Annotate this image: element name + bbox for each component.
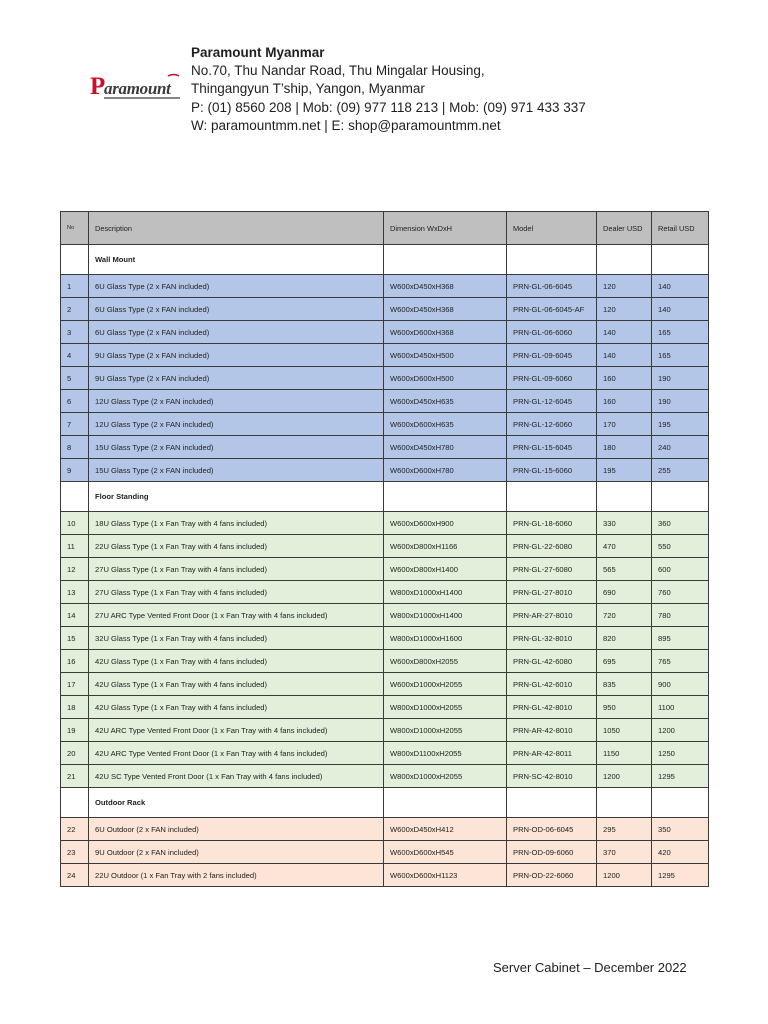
- cell-dimension: W600xD1000xH2055: [384, 673, 507, 696]
- cell-no: 2: [61, 298, 89, 321]
- cell-no: 7: [61, 413, 89, 436]
- cell-description: 12U Glass Type (2 x FAN included): [89, 390, 384, 413]
- cell-dimension: W800xD1000xH2055: [384, 696, 507, 719]
- table-row: [61, 719, 709, 742]
- cell-no: 1: [61, 275, 89, 298]
- cell-retail: 1250: [652, 742, 709, 765]
- cell-no: 22: [61, 818, 89, 841]
- web-email: W: paramountmm.net | E: shop@paramountmm.net: [191, 117, 501, 133]
- cell-dimension: W600xD800xH2055: [384, 650, 507, 673]
- cell-dealer: 470: [597, 535, 652, 558]
- cell-dealer: 1050: [597, 719, 652, 742]
- header-retail-usd: Retail USD: [652, 212, 709, 245]
- cell-dealer: 195: [597, 459, 652, 482]
- cell-no: 13: [61, 581, 89, 604]
- cell-dimension: W800xD1000xH2055: [384, 765, 507, 788]
- cell-model: PRN-AR-42-8011: [507, 742, 597, 765]
- cell-dealer: 950: [597, 696, 652, 719]
- cell-dimension: W600xD450xH635: [384, 390, 507, 413]
- cell-retail: 140: [652, 275, 709, 298]
- cell-retail: 360: [652, 512, 709, 535]
- cell-retail: 240: [652, 436, 709, 459]
- cell-description: 27U Glass Type (1 x Fan Tray with 4 fans included): [89, 558, 384, 581]
- cell-description: 9U Outdoor (2 x FAN included): [89, 841, 384, 864]
- table-row: [61, 864, 709, 887]
- cell-description: 42U Glass Type (1 x Fan Tray with 4 fans included): [89, 673, 384, 696]
- cell-dealer: 140: [597, 321, 652, 344]
- cell-dealer: 295: [597, 818, 652, 841]
- table-row: [61, 413, 709, 436]
- cell-no: 16: [61, 650, 89, 673]
- cell-model: PRN-GL-09-6060: [507, 367, 597, 390]
- section-row-outdoor-rack: [61, 788, 709, 818]
- cell-dealer: 330: [597, 512, 652, 535]
- cell-description: 9U Glass Type (2 x FAN included): [89, 367, 384, 390]
- cell-dealer: 140: [597, 344, 652, 367]
- section-title: Outdoor Rack: [89, 788, 384, 818]
- cell-no: 24: [61, 864, 89, 887]
- cell-no: 14: [61, 604, 89, 627]
- cell-description: 12U Glass Type (2 x FAN included): [89, 413, 384, 436]
- cell-model: PRN-GL-09-6045: [507, 344, 597, 367]
- cell-retail: 190: [652, 367, 709, 390]
- cell-dealer: 1200: [597, 864, 652, 887]
- table-row: [61, 298, 709, 321]
- table-row: [61, 512, 709, 535]
- cell-description: 18U Glass Type (1 x Fan Tray with 4 fans included): [89, 512, 384, 535]
- cell-dimension: W600xD800xH1166: [384, 535, 507, 558]
- cell-model: PRN-GL-15-6060: [507, 459, 597, 482]
- cell-retail: 900: [652, 673, 709, 696]
- svg-text:aramount: aramount: [104, 79, 171, 98]
- cell-model: PRN-GL-12-6060: [507, 413, 597, 436]
- cell-dimension: W600xD600xH545: [384, 841, 507, 864]
- table-row: [61, 321, 709, 344]
- header-description: Description: [89, 212, 384, 245]
- cell-dealer: 120: [597, 275, 652, 298]
- cell-retail: 1100: [652, 696, 709, 719]
- cell-dimension: W600xD450xH368: [384, 298, 507, 321]
- cell-model: PRN-SC-42-8010: [507, 765, 597, 788]
- cell-description: 42U ARC Type Vented Front Door (1 x Fan Tray with 4 fans included): [89, 719, 384, 742]
- cell-dealer: 1200: [597, 765, 652, 788]
- table-row: [61, 436, 709, 459]
- table-header-row: [61, 212, 709, 245]
- table-row: [61, 459, 709, 482]
- cell-no: 17: [61, 673, 89, 696]
- cell-description: 42U Glass Type (1 x Fan Tray with 4 fans included): [89, 696, 384, 719]
- table-row: [61, 581, 709, 604]
- cell-description: 22U Outdoor (1 x Fan Tray with 2 fans included): [89, 864, 384, 887]
- cell-retail: 420: [652, 841, 709, 864]
- cell-dealer: 720: [597, 604, 652, 627]
- table-row: [61, 390, 709, 413]
- cell-description: 32U Glass Type (1 x Fan Tray with 4 fans included): [89, 627, 384, 650]
- cell-no: 6: [61, 390, 89, 413]
- cell-no: 4: [61, 344, 89, 367]
- cell-model: PRN-AR-27-8010: [507, 604, 597, 627]
- cell-dimension: W600xD450xH780: [384, 436, 507, 459]
- document-footer: Server Cabinet – December 2022: [493, 960, 687, 975]
- cell-retail: 140: [652, 298, 709, 321]
- empty-cell: [652, 482, 709, 512]
- cell-no: 19: [61, 719, 89, 742]
- table-row: [61, 344, 709, 367]
- cell-retail: 765: [652, 650, 709, 673]
- cell-model: PRN-OD-09-6060: [507, 841, 597, 864]
- cell-model: PRN-GL-12-6045: [507, 390, 597, 413]
- cell-dimension: W600xD600xH1123: [384, 864, 507, 887]
- cell-dealer: 820: [597, 627, 652, 650]
- table-row: [61, 696, 709, 719]
- cell-dealer: 170: [597, 413, 652, 436]
- cell-dimension: W600xD600xH900: [384, 512, 507, 535]
- table-row: [61, 275, 709, 298]
- cell-dimension: W600xD450xH368: [384, 275, 507, 298]
- cell-no: 5: [61, 367, 89, 390]
- cell-dimension: W800xD1000xH1400: [384, 604, 507, 627]
- cell-description: 42U SC Type Vented Front Door (1 x Fan Tray with 4 fans included): [89, 765, 384, 788]
- cell-description: 6U Glass Type (2 x FAN included): [89, 298, 384, 321]
- cell-retail: 350: [652, 818, 709, 841]
- cell-model: PRN-GL-06-6045-AF: [507, 298, 597, 321]
- header-model: Model: [507, 212, 597, 245]
- table-row: [61, 650, 709, 673]
- cell-retail: 165: [652, 321, 709, 344]
- table-row: [61, 765, 709, 788]
- cell-model: PRN-GL-42-8010: [507, 696, 597, 719]
- cell-description: 22U Glass Type (1 x Fan Tray with 4 fans included): [89, 535, 384, 558]
- cell-description: 27U ARC Type Vented Front Door (1 x Fan Tray with 4 fans included): [89, 604, 384, 627]
- cell-dealer: 120: [597, 298, 652, 321]
- header-no: No: [61, 212, 89, 245]
- svg-text:P: P: [90, 73, 106, 100]
- cell-model: PRN-GL-15-6045: [507, 436, 597, 459]
- cell-retail: 780: [652, 604, 709, 627]
- cell-dealer: 565: [597, 558, 652, 581]
- cell-no: 20: [61, 742, 89, 765]
- table-row: [61, 558, 709, 581]
- cell-dimension: W600xD600xH635: [384, 413, 507, 436]
- paramount-logo: [90, 70, 182, 102]
- cell-no: 11: [61, 535, 89, 558]
- cell-retail: 1200: [652, 719, 709, 742]
- table-row: [61, 627, 709, 650]
- cell-no: 23: [61, 841, 89, 864]
- letterhead: [0, 0, 768, 150]
- cell-model: PRN-GL-27-8010: [507, 581, 597, 604]
- section-row-floor-standing: [61, 482, 709, 512]
- cell-model: PRN-AR-42-8010: [507, 719, 597, 742]
- cell-dimension: W800xD1000xH2055: [384, 719, 507, 742]
- cell-no: 12: [61, 558, 89, 581]
- cell-no: 15: [61, 627, 89, 650]
- cell-dealer: 160: [597, 367, 652, 390]
- empty-cell: [384, 788, 507, 818]
- cell-description: 6U Glass Type (2 x FAN included): [89, 275, 384, 298]
- cell-description: 6U Outdoor (2 x FAN included): [89, 818, 384, 841]
- cell-no: 10: [61, 512, 89, 535]
- cell-dimension: W600xD600xH368: [384, 321, 507, 344]
- empty-cell: [507, 482, 597, 512]
- cell-no: 9: [61, 459, 89, 482]
- cell-model: PRN-GL-18-6060: [507, 512, 597, 535]
- cell-dimension: W600xD600xH780: [384, 459, 507, 482]
- cell-retail: 195: [652, 413, 709, 436]
- empty-cell: [597, 788, 652, 818]
- cell-dealer: 370: [597, 841, 652, 864]
- cell-dealer: 835: [597, 673, 652, 696]
- cell-no: 21: [61, 765, 89, 788]
- cell-dimension: W800xD1000xH1400: [384, 581, 507, 604]
- section-title: Wall Mount: [89, 245, 384, 275]
- empty-cell: [61, 788, 89, 818]
- cell-model: PRN-GL-22-6080: [507, 535, 597, 558]
- empty-cell: [652, 245, 709, 275]
- cell-retail: 600: [652, 558, 709, 581]
- table-row: [61, 535, 709, 558]
- section-title: Floor Standing: [89, 482, 384, 512]
- empty-cell: [507, 788, 597, 818]
- cell-retail: 1295: [652, 864, 709, 887]
- cell-model: PRN-OD-22-6060: [507, 864, 597, 887]
- empty-cell: [61, 482, 89, 512]
- cell-no: 3: [61, 321, 89, 344]
- address-line-1: No.70, Thu Nandar Road, Thu Mingalar Housing,: [191, 63, 485, 79]
- address-line-2: Thingangyun T’ship, Yangon, Myanmar: [191, 81, 425, 97]
- cell-description: 15U Glass Type (2 x FAN included): [89, 459, 384, 482]
- table-row: [61, 742, 709, 765]
- cell-no: 8: [61, 436, 89, 459]
- table-row: [61, 841, 709, 864]
- cell-description: 42U Glass Type (1 x Fan Tray with 4 fans included): [89, 650, 384, 673]
- header-dimension: Dimension WxDxH: [384, 212, 507, 245]
- section-row-wall-mount: [61, 245, 709, 275]
- cell-dimension: W600xD450xH500: [384, 344, 507, 367]
- empty-cell: [597, 482, 652, 512]
- cell-description: 42U ARC Type Vented Front Door (1 x Fan Tray with 4 fans included): [89, 742, 384, 765]
- cell-description: 27U Glass Type (1 x Fan Tray with 4 fans included): [89, 581, 384, 604]
- cell-model: PRN-GL-27-6080: [507, 558, 597, 581]
- empty-cell: [384, 245, 507, 275]
- cell-model: PRN-GL-06-6045: [507, 275, 597, 298]
- cell-description: 15U Glass Type (2 x FAN included): [89, 436, 384, 459]
- cell-dimension: W600xD450xH412: [384, 818, 507, 841]
- cell-no: 18: [61, 696, 89, 719]
- cell-retail: 165: [652, 344, 709, 367]
- cell-model: PRN-GL-06-6060: [507, 321, 597, 344]
- cell-dealer: 180: [597, 436, 652, 459]
- cell-retail: 190: [652, 390, 709, 413]
- cell-description: 9U Glass Type (2 x FAN included): [89, 344, 384, 367]
- cell-dealer: 690: [597, 581, 652, 604]
- cell-retail: 895: [652, 627, 709, 650]
- cell-retail: 550: [652, 535, 709, 558]
- empty-cell: [61, 245, 89, 275]
- cell-dimension: W600xD600xH500: [384, 367, 507, 390]
- empty-cell: [652, 788, 709, 818]
- table-row: [61, 673, 709, 696]
- table-row: [61, 367, 709, 390]
- cell-dealer: 1150: [597, 742, 652, 765]
- cell-model: PRN-GL-42-6080: [507, 650, 597, 673]
- table-row: [61, 604, 709, 627]
- phone-numbers: P: (01) 8560 208 | Mob: (09) 977 118 213 | Mob: (09) 971 433 337: [191, 99, 586, 115]
- empty-cell: [597, 245, 652, 275]
- cell-model: PRN-OD-06-6045: [507, 818, 597, 841]
- cell-dimension: W800xD1100xH2055: [384, 742, 507, 765]
- cell-dimension: W600xD800xH1400: [384, 558, 507, 581]
- cell-dimension: W800xD1000xH1600: [384, 627, 507, 650]
- cell-retail: 255: [652, 459, 709, 482]
- cell-dealer: 695: [597, 650, 652, 673]
- cell-model: PRN-GL-42-6010: [507, 673, 597, 696]
- table-row: [61, 818, 709, 841]
- empty-cell: [384, 482, 507, 512]
- table-body: [61, 245, 709, 887]
- header-dealer-usd: Dealer USD: [597, 212, 652, 245]
- cell-model: PRN-GL-32-8010: [507, 627, 597, 650]
- cell-retail: 760: [652, 581, 709, 604]
- empty-cell: [507, 245, 597, 275]
- cell-retail: 1295: [652, 765, 709, 788]
- cell-dealer: 160: [597, 390, 652, 413]
- company-details: [191, 44, 586, 135]
- cell-description: 6U Glass Type (2 x FAN included): [89, 321, 384, 344]
- company-name: Paramount Myanmar: [191, 45, 325, 60]
- price-table: [60, 211, 709, 887]
